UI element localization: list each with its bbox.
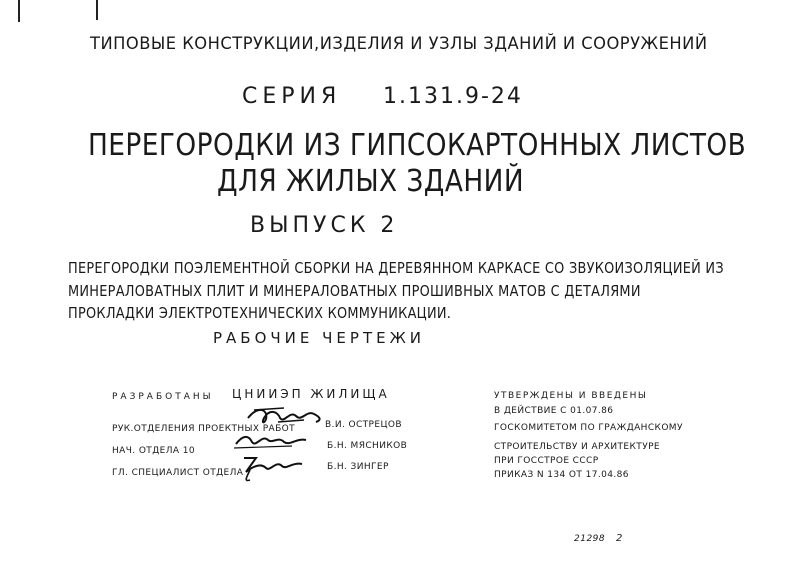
developer-role: НАЧ. ОТДЕЛА 10 [112,446,195,456]
series-number: 1.131.9-24 [383,84,523,109]
issue-label: ВЫПУСК 2 [250,213,399,238]
developer-role: ГЛ. СПЕЦИАЛИСТ ОТДЕЛА [112,468,244,478]
drawings-label: РАБОЧИЕ ЧЕРТЕЖИ [213,329,425,347]
sheet-number: 21298 [574,534,606,544]
approval-line-6: ПРИКАЗ N 134 ОТ 17.04.86 [494,470,629,480]
developer-organization: ЦНИИЭП ЖИЛИЩА [232,387,390,401]
sheet-page: 2 [616,533,624,544]
title-line-1: ПЕРЕГОРОДКИ ИЗ ГИПСОКАРТОННЫХ ЛИСТОВ [88,128,747,163]
title-line-2: ДЛЯ ЖИЛЫХ ЗДАНИЙ [217,164,525,199]
approval-line-4: СТРОИТЕЛЬСТВУ И АРХИТЕКТУРЕ [494,442,660,452]
top-frame-line [96,0,98,20]
approval-line-1: УТВЕРЖДЕНЫ И ВВЕДЕНЫ [494,391,648,401]
description-line-2: МИНЕРАЛОВАТНЫХ ПЛИТ И МИНЕРАЛОВАТНЫХ ПРОШИВНЫХ МАТОВ С ДЕТАЛЯМИ [68,282,641,300]
signature-2 [232,430,312,452]
developed-by-label: РАЗРАБОТАНЫ [112,392,214,402]
header-line: ТИПОВЫЕ КОНСТРУКЦИИ,ИЗДЕЛИЯ И УЗЛЫ ЗДАНИЙ И СООРУЖЕНИЙ [90,34,708,54]
description-line-1: ПЕРЕГОРОДКИ ПОЭЛЕМЕНТНОЙ СБОРКИ НА ДЕРЕВЯННОМ КАРКАСЕ СО ЗВУКОИЗОЛЯЦИЕЙ ИЗ [68,259,724,277]
signature-3 [236,450,310,484]
left-frame-line [18,0,20,22]
signature-1 [244,404,326,430]
developer-role: РУК.ОТДЕЛЕНИЯ ПРОЕКТНЫХ РАБОТ [112,424,296,434]
approval-line-2: В ДЕЙСТВИЕ С 01.07.86 [494,406,614,416]
approval-line-3: ГОСКОМИТЕТОМ ПО ГРАЖДАНСКОМУ [494,423,683,433]
developer-name: Б.Н. ЗИНГЕР [327,462,389,472]
description-line-3: ПРОКЛАДКИ ЭЛЕКТРОТЕХНИЧЕСКИХ КОММУНИКАЦИИ. [68,304,452,322]
approval-line-5: ПРИ ГОССТРОЕ СССР [494,456,599,466]
developer-name: Б.Н. МЯСНИКОВ [327,441,408,451]
developer-name: В.И. ОСТРЕЦОВ [325,420,402,430]
series-label: СЕРИЯ [242,84,342,109]
